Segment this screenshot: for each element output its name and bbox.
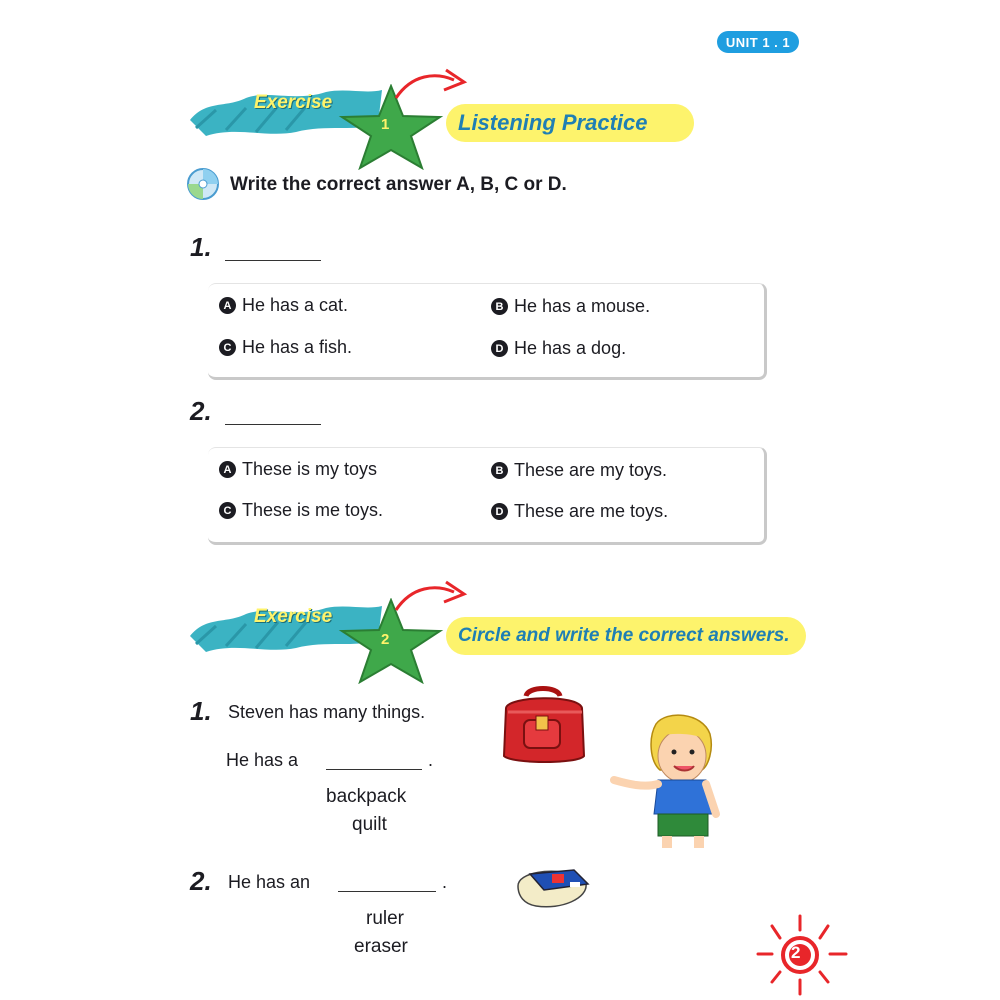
- choice-ruler[interactable]: ruler: [366, 908, 405, 929]
- exercise-2-question-1-prompt: Steven has many things.: [228, 702, 426, 722]
- choice-quilt[interactable]: quilt: [352, 814, 387, 835]
- exercise-1-instruction: Write the correct answer A, B, C or D.: [230, 174, 567, 195]
- question-2-option-c[interactable]: C These is me toys.: [219, 500, 383, 521]
- question-2-answer-blank[interactable]: [225, 424, 321, 425]
- cd-icon: [186, 167, 220, 201]
- question-1-option-b[interactable]: B He has a mouse.: [491, 296, 650, 317]
- question-2-option-a[interactable]: A These is my toys: [219, 459, 377, 480]
- exercise-2-question-2-period: .: [442, 872, 448, 892]
- question-1-option-a[interactable]: A He has a cat.: [219, 295, 348, 316]
- sun-icon: [750, 910, 852, 998]
- backpack-illustration: [498, 686, 590, 766]
- eraser-illustration: [512, 862, 592, 914]
- exercise-2-question-2-blank[interactable]: [338, 891, 436, 892]
- question-1-answer-blank[interactable]: [225, 260, 321, 261]
- question-2-number: 2.: [190, 396, 212, 426]
- question-2-option-b[interactable]: B These are my toys.: [491, 460, 667, 481]
- choice-eraser[interactable]: eraser: [354, 936, 408, 957]
- exercise-2-title: Circle and write the correct answers.: [446, 617, 806, 655]
- exercise-1-label: Exercise: [254, 92, 333, 113]
- exercise-2-question-1-sentence: He has a: [226, 750, 299, 770]
- exercise-2-question-2-number: 2.: [190, 866, 212, 896]
- unit-badge: UNIT 1 . 1: [717, 31, 799, 53]
- exercise-2-label: Exercise: [254, 606, 333, 627]
- boy-illustration: [606, 710, 726, 850]
- question-1-number: 1.: [190, 232, 212, 262]
- choice-backpack[interactable]: backpack: [326, 786, 407, 807]
- exercise-2-question-1-period: .: [428, 750, 434, 770]
- question-1-option-d[interactable]: D He has a dog.: [491, 338, 626, 359]
- exercise-2-number: 2: [381, 631, 390, 648]
- exercise-1-number: 1: [381, 116, 390, 133]
- page-number: 2: [791, 943, 801, 962]
- arrow-icon-2: [392, 578, 472, 618]
- arrow-icon: [392, 66, 472, 106]
- exercise-1-title: Listening Practice: [446, 104, 694, 142]
- exercise-2-question-2-sentence: He has an: [228, 872, 311, 892]
- exercise-2-question-1-number: 1.: [190, 696, 212, 726]
- exercise-2-question-1-blank[interactable]: [326, 769, 422, 770]
- question-1-option-c[interactable]: C He has a fish.: [219, 337, 352, 358]
- question-2-option-d[interactable]: D These are me toys.: [491, 501, 668, 522]
